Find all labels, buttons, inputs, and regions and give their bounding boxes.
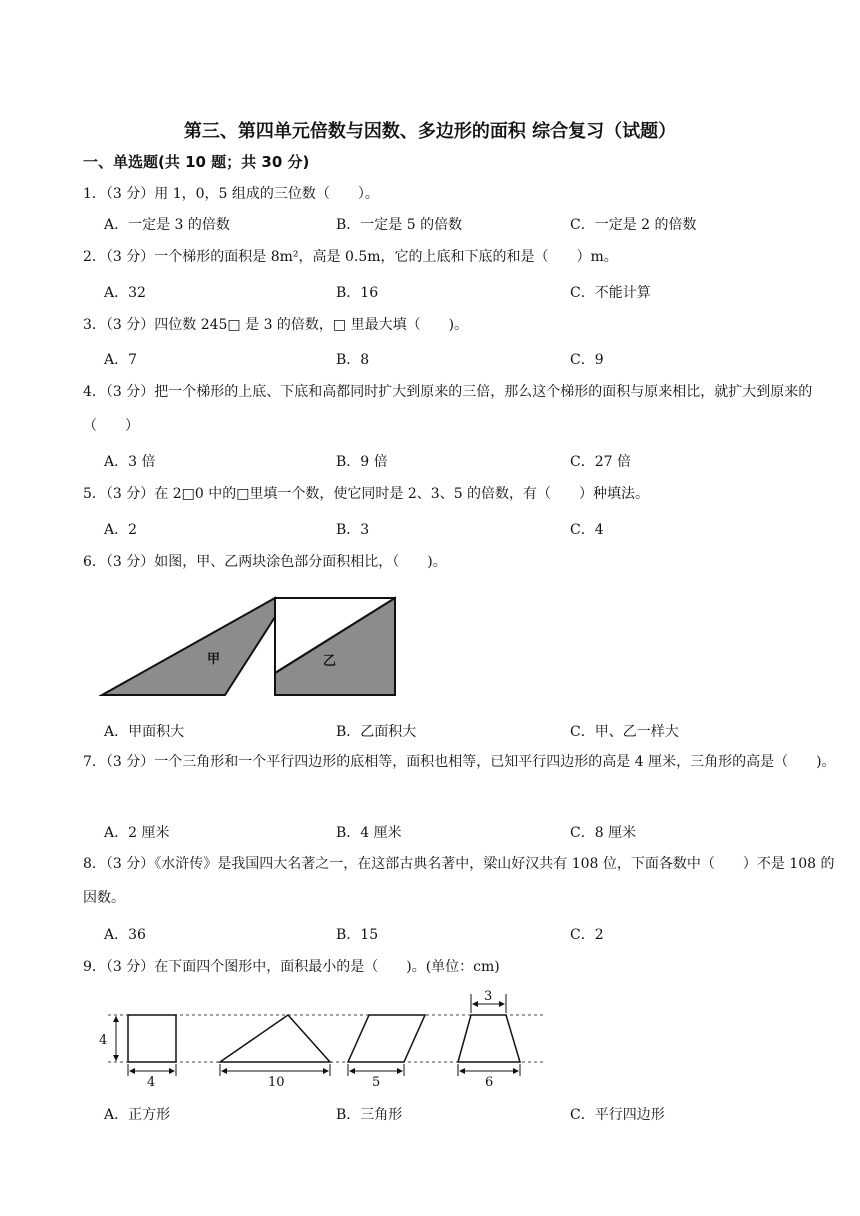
question-2: 2．（3 分）一个梯形的面积是 8m²，高是 0.5m，它的上底和下底的和是（ ）m。 — [83, 249, 618, 265]
option-b[interactable]: B．8 — [336, 352, 370, 368]
options-3 — [104, 349, 804, 375]
figure-6 — [95, 590, 405, 700]
label-yi: 乙 — [323, 654, 337, 669]
options-6 — [104, 721, 804, 747]
question-5: 5．（3 分）在 2□0 中的□里填一个数，使它同时是 2、3、5 的倍数，有（ ）种填法。 — [83, 486, 650, 502]
option-c[interactable]: C．8 厘米 — [570, 825, 637, 841]
question-7: 7．（3 分）一个三角形和一个平行四边形的底相等，面积也相等，已知平行四边形的高是 4 厘米，三角形的高是（ )。 — [83, 754, 836, 770]
option-a[interactable]: A．3 倍 — [104, 454, 156, 470]
trapezoid-top-label: 3 — [484, 989, 493, 1004]
option-b[interactable]: B．3 — [336, 522, 370, 538]
figure-6-region-yi — [275, 598, 395, 695]
options-5 — [104, 519, 804, 545]
triangle-shape — [220, 1015, 330, 1062]
question-6: 6．（3 分）如图，甲、乙两块涂色部分面积相比，（ )。 — [83, 554, 447, 570]
option-c[interactable]: C．不能计算 — [570, 285, 651, 301]
options-1 — [104, 214, 804, 240]
option-a[interactable]: A．2 — [104, 522, 138, 538]
option-c[interactable]: C．甲、乙一样大 — [570, 724, 679, 740]
square-base-label: 4 — [147, 1075, 156, 1088]
section-heading: 一、单选题(共 10 题；共 30 分) — [83, 153, 310, 171]
question-3: 3．（3 分）四位数 245□ 是 3 的倍数，□ 里最大填（ )。 — [83, 317, 469, 333]
option-a[interactable]: A．36 — [104, 927, 146, 943]
option-b[interactable]: B．一定是 5 的倍数 — [336, 217, 463, 233]
option-b[interactable]: B．15 — [336, 927, 379, 943]
question-8: 8．（3 分）《水浒传》是我国四大名著之一，在这部古典名著中，梁山好汉共有 108 位，下面各数中（ ）不是 108 的因数。 — [83, 856, 835, 906]
option-b[interactable]: B．4 厘米 — [336, 825, 402, 841]
option-b[interactable]: B．16 — [336, 285, 379, 301]
label-jia: 甲 — [207, 652, 221, 667]
figure-9 — [90, 988, 550, 1088]
figure-6-region-jia — [102, 598, 275, 695]
option-a[interactable]: A．一定是 3 的倍数 — [104, 217, 230, 233]
option-c[interactable]: C．4 — [570, 522, 604, 538]
option-b[interactable]: B．三角形 — [336, 1107, 403, 1123]
trapezoid-shape — [458, 1015, 520, 1062]
option-a[interactable]: A．7 — [104, 352, 138, 368]
option-c[interactable]: C．9 — [570, 352, 604, 368]
options-8 — [104, 924, 804, 950]
option-c[interactable]: C．一定是 2 的倍数 — [570, 217, 697, 233]
page-title: 第三、第四单元倍数与因数、多边形的面积 综合复习（试题） — [183, 121, 677, 142]
parallelogram-base-label: 5 — [372, 1075, 381, 1088]
option-a[interactable]: A．32 — [104, 285, 146, 301]
option-b[interactable]: B．乙面积大 — [336, 724, 417, 740]
options-4 — [104, 451, 804, 477]
option-c[interactable]: C．平行四边形 — [570, 1107, 665, 1123]
option-c[interactable]: C．27 倍 — [570, 454, 631, 470]
option-a[interactable]: A．2 厘米 — [104, 825, 170, 841]
option-a[interactable]: A．正方形 — [104, 1107, 171, 1123]
triangle-base-label: 10 — [268, 1075, 285, 1088]
question-1: 1．（3 分）用 1，0，5 组成的三位数（ ）。 — [83, 186, 379, 202]
options-7 — [104, 822, 804, 848]
option-c[interactable]: C．2 — [570, 927, 604, 943]
option-b[interactable]: B．9 倍 — [336, 454, 388, 470]
option-a[interactable]: A．甲面积大 — [104, 724, 185, 740]
height-label: 4 — [99, 1033, 108, 1048]
question-4: 4．（3 分）把一个梯形的上底、下底和高都同时扩大到原来的三倍，那么这个梯形的面积与原来相比，就扩大到原来的（ ） — [83, 384, 813, 434]
question-9: 9．（3 分）在下面四个图形中，面积最小的是（ )。(单位：cm) — [83, 959, 500, 975]
options-2 — [104, 282, 804, 308]
square-shape — [128, 1015, 176, 1062]
trapezoid-bottom-label: 6 — [485, 1075, 494, 1088]
parallelogram-shape — [348, 1015, 425, 1062]
options-9 — [104, 1104, 804, 1130]
